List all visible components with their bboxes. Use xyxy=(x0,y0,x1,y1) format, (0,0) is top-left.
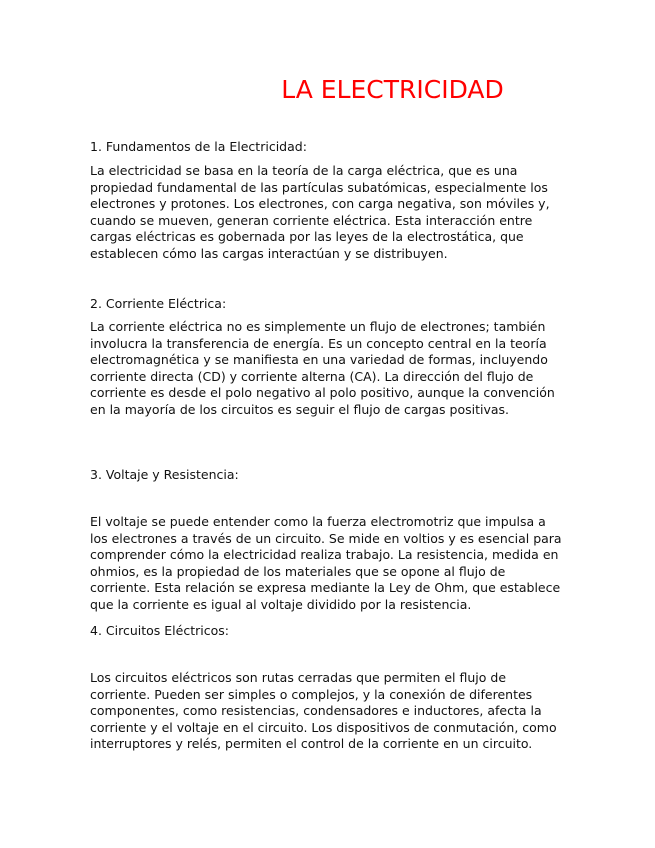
document-title: LA ELECTRICIDAD xyxy=(281,75,504,104)
section-heading-corriente: 2. Corriente Eléctrica: xyxy=(90,296,227,311)
section-paragraph-fundamentos: La electricidad se basa en la teoría de la carga eléctrica, que es una propiedad fundamental de las partículas subatómicas, especialmente los electrones y protones. Los electrones, con carga negativa, son móviles y, cuando se mueven, generan corriente eléctrica. Esta interacción entre cargas eléctricas es gobernada por las leyes de la electrostática, que establecen cómo las cargas interactúan y se distribuyen. xyxy=(90,163,550,261)
section-heading-fundamentos: 1. Fundamentos de la Electricidad: xyxy=(90,139,307,154)
section-heading-voltaje: 3. Voltaje y Resistencia: xyxy=(90,467,239,482)
section-heading-circuitos: 4. Circuitos Eléctricos: xyxy=(90,623,229,638)
section-paragraph-corriente: La corriente eléctrica no es simplemente un flujo de electrones; también involucra la transferencia de energía. Es un concepto central en la teoría electromagnética y se manifiesta en una variedad de formas, incluyendo corriente directa (CD) y corriente alterna (CA). La dirección del flujo de corriente es desde el polo negativo al polo positivo, aunque la convención en la mayoría de los circuitos es seguir el flujo de cargas positivas. xyxy=(90,319,555,417)
section-paragraph-voltaje: El voltaje se puede entender como la fuerza electromotriz que impulsa a los electrones a través de un circuito. Se mide en voltios y es esencial para comprender cómo la electricidad realiza trabajo. La resistencia, medida en ohmios, es la propiedad de los materiales que se opone al flujo de corriente. Esta relación se expresa mediante la Ley de Ohm, que establece que la corriente es igual al voltaje dividido por la resistencia. xyxy=(90,514,562,612)
section-paragraph-circuitos: Los circuitos eléctricos son rutas cerradas que permiten el flujo de corriente. Pueden ser simples o complejos, y la conexión de diferentes componentes, como resistencias, condensadores e inductores, afecta la corriente y el voltaje en el circuito. Los dispositivos de conmutación, como interruptores y relés, permiten el control de la corriente en un circuito. xyxy=(90,670,557,751)
